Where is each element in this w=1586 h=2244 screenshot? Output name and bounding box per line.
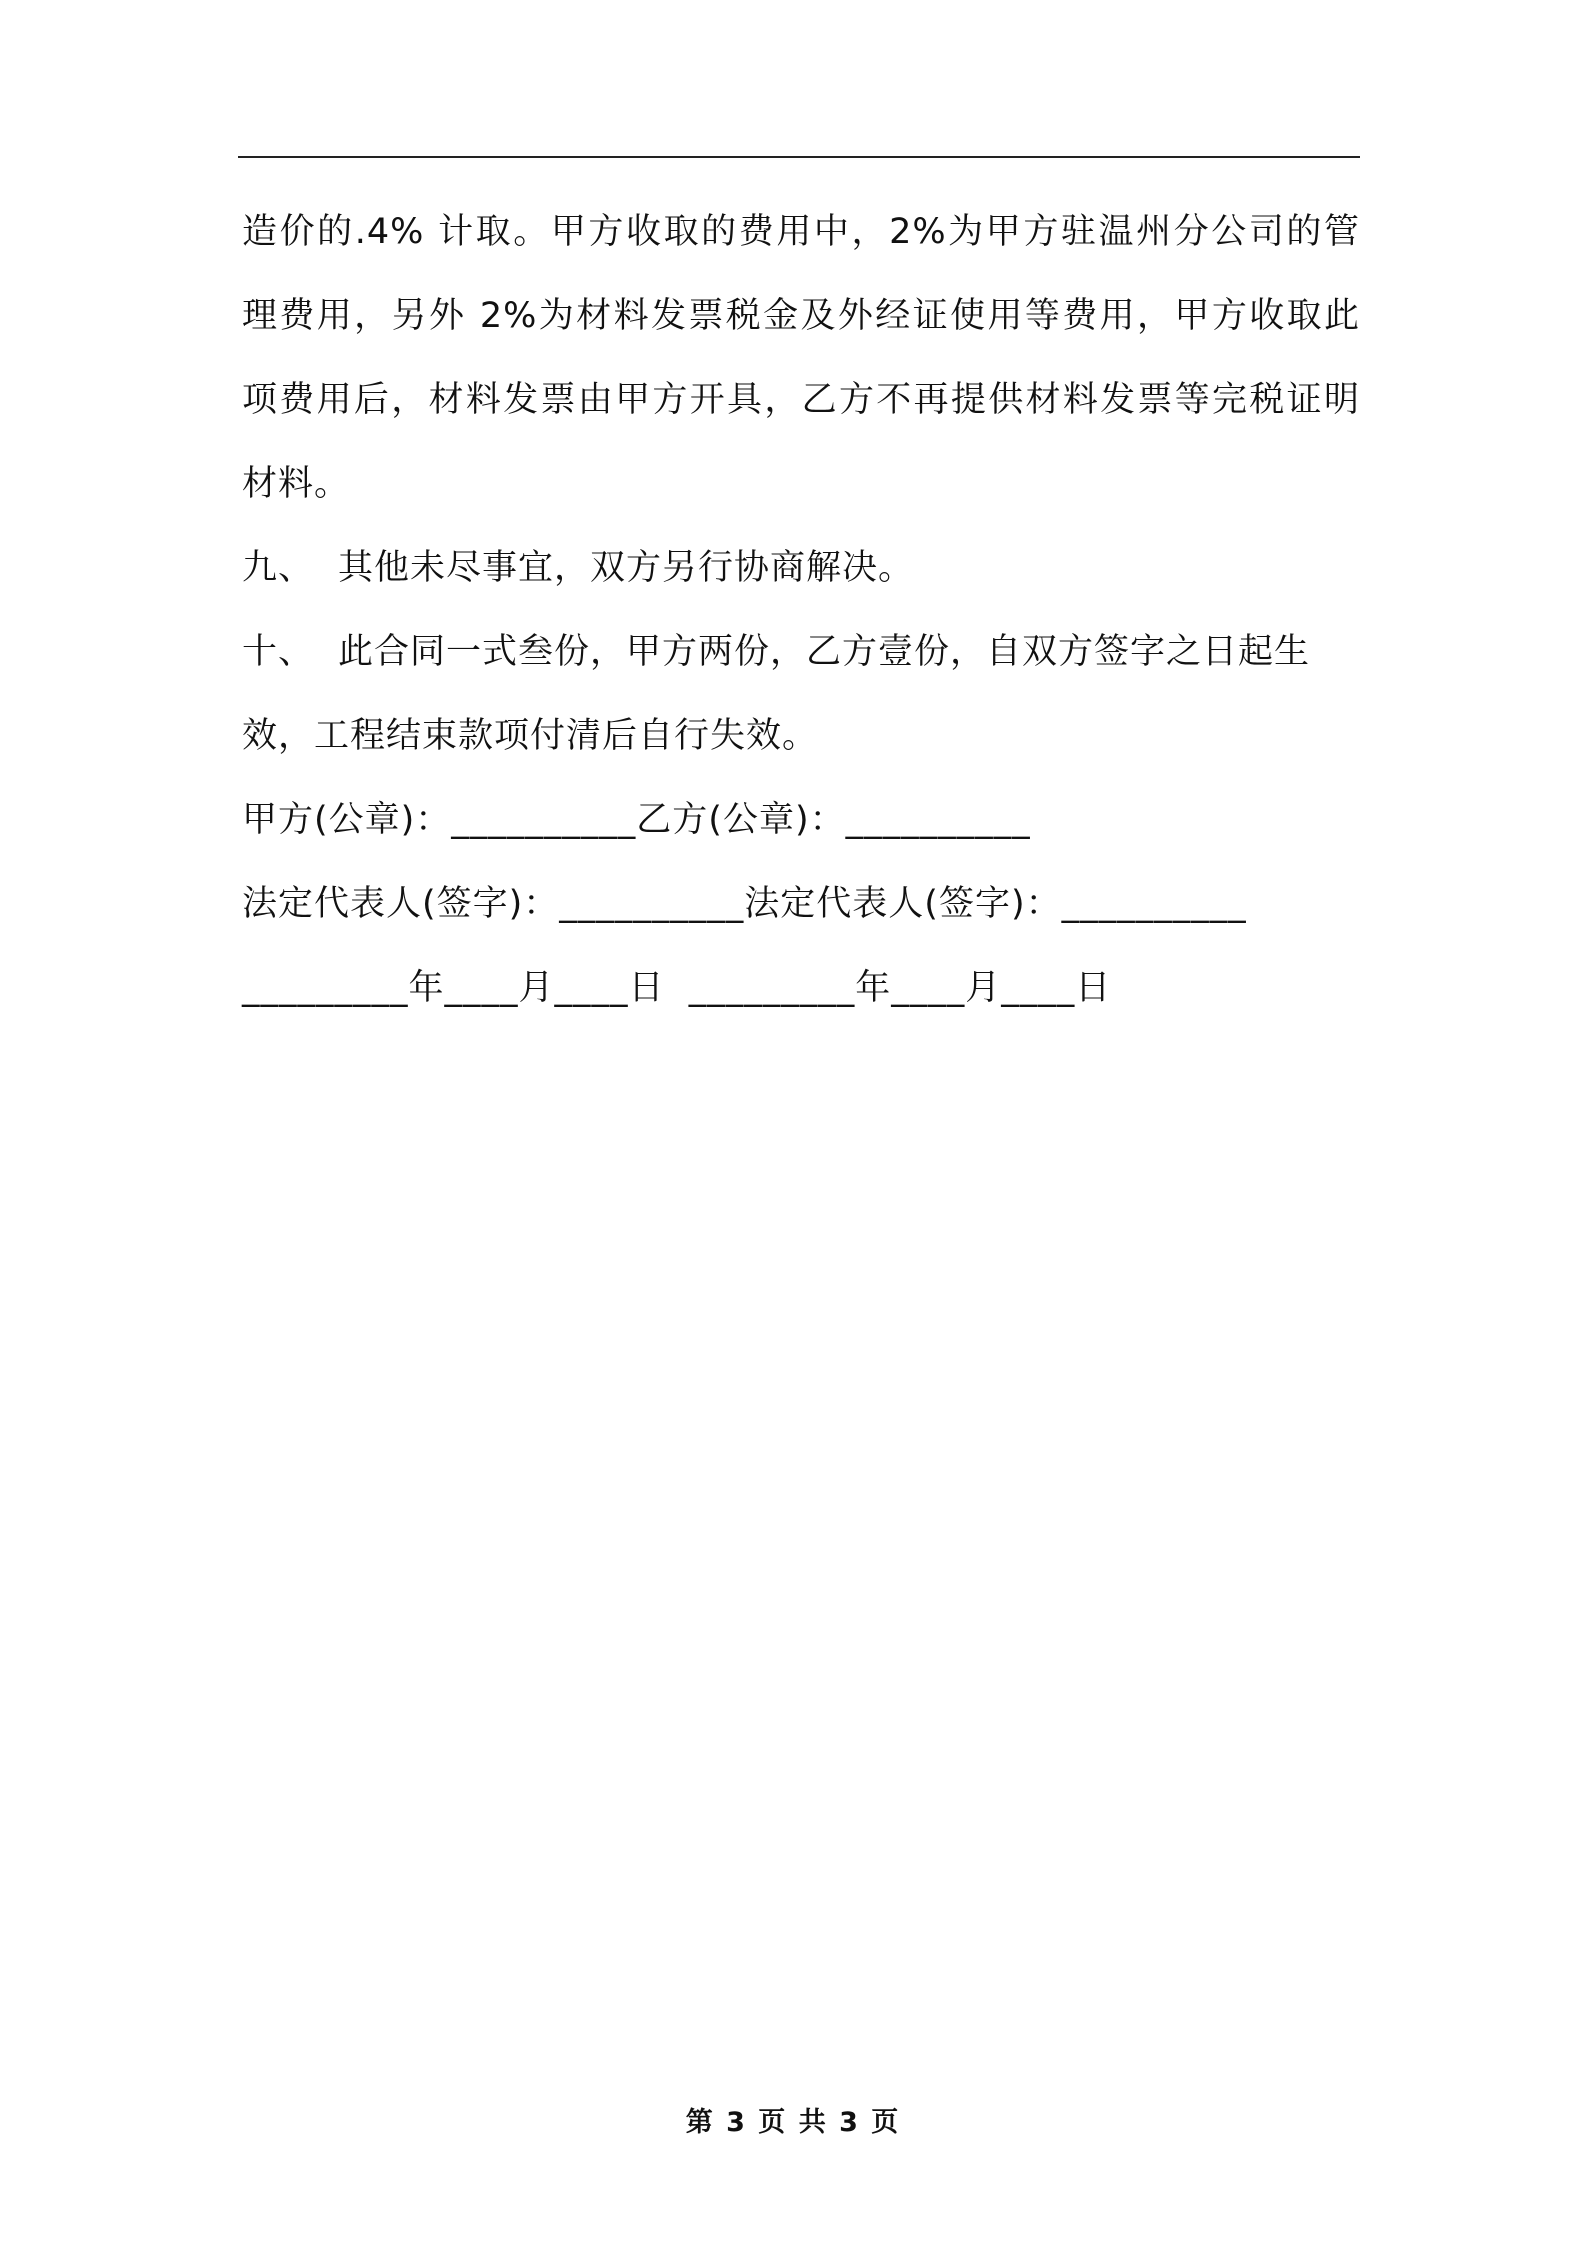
clause-10-text: 此合同一式叁份，甲方两份，乙方壹份，自双方签字之日起生 [338, 632, 1311, 672]
clause-9-text: 其他未尽事宜，双方另行协商解决。 [338, 548, 915, 588]
paragraph-fee-line-1: 造价的.4% 计取。甲方收取的费用中，2%为甲方驻温州分公司的管 [242, 212, 1360, 252]
signature-seal-line: 甲方(公章)：__________乙方(公章)：__________ [242, 800, 1031, 840]
clause-9 [242, 526, 1360, 610]
signature-representative-line: 法定代表人(签字)：__________法定代表人(签字)：__________ [242, 884, 1247, 924]
document-body [242, 190, 1360, 1030]
clause-9-number: 九、 [242, 548, 315, 588]
paragraph-fee-line-3: 项费用后，材料发票由甲方开具，乙方不再提供材料发票等完税证明 [242, 380, 1360, 420]
clause-10-line-1 [242, 610, 1360, 694]
page-indicator: 第 3 页 共 3 页 [685, 2107, 901, 2138]
paragraph-fee-line-2: 理费用，另外 2%为材料发票税金及外经证使用等费用，甲方收取此 [242, 296, 1360, 336]
header-rule [238, 156, 1360, 158]
clause-10-number: 十、 [242, 632, 315, 672]
signature-date-line: _________年____月____日 _________年____月____日 [242, 968, 1112, 1008]
clause-10-line-2: 效，工程结束款项付清后自行失效。 [242, 716, 819, 756]
paragraph-fee-line-4: 材料。 [242, 464, 351, 504]
